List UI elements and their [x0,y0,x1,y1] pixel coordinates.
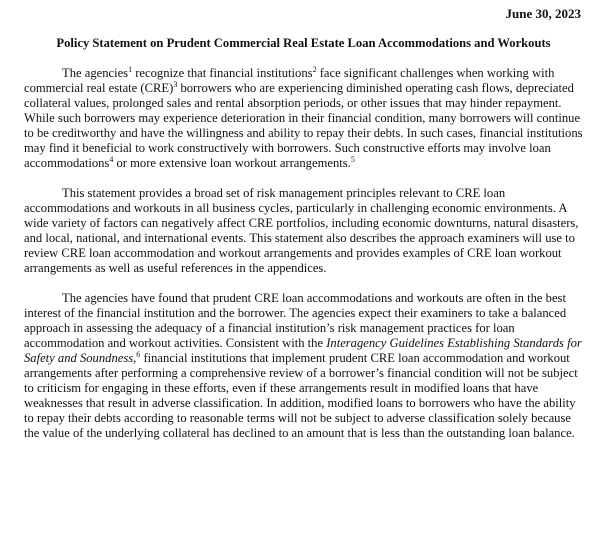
paragraph-text: financial institutions that implement prudent CRE loan accommodation and workout arrangements after performing a comprehensive review of a borrower’s financial condition will not be subject to criticism for engaging in these efforts, even if these arrangements result in modified loans that have weaknesses that result in adverse classification. In addition, modified loans to borrowers who have the ability to repay their debts according to reasonable terms will not be subject to adverse classification solely because the value of the underlying collateral has declined to an amount that is less than the outstanding loan balance. [24,351,578,440]
footnote-ref-3[interactable]: 3 [173,79,178,89]
document-date: June 30, 2023 [505,6,581,21]
paragraph-text: , [133,351,137,365]
paragraph-text: borrowers who are experiencing diminished operating cash flows, depreciated collateral values, prolonged sales and rental absorption periods, or other issues that may hinder repayment. While such borrowers may experience deterioration in their financial condition, many borrowers will continue to be creditworthy and have the willingness and ability to repay their debts. In such cases, financial institutions may find it beneficial to work constructively with borrowers. Such constructive efforts may involve loan accommodations [24,81,583,170]
paragraph-scope: This statement provides a broad set of risk management principles relevant to CRE loan accommodations and workouts in all business cycles, particularly in challenging economic environments. A wide variety of factors can negatively affect CRE portfolios, including economic downturns, natural disasters, and local, national, and international events. This statement also describes the approach examiners will use to review CRE loan accommodation and workout arrangements and provides examples of CRE loan workout arrangements as well as useful references in the appendices. [24,186,579,275]
footnote-ref-2[interactable]: 2 [312,64,317,74]
paragraph-text: The agencies have found that prudent CRE loan accommodations and workouts are often in the best interest of the financial institution and the borrower. The agencies expect their examiners to take a balanced approach in assessing the adequacy of a financial institution’s risk management practices for loan accommodation and workout activities. Consistent with the [24,291,567,350]
paragraph-text: or more extensive loan workout arrangements. [113,156,351,170]
paragraph-text: face significant challenges when working with commercial real estate (CRE) [24,66,555,95]
paragraph-text: The agencies [62,66,129,80]
footnote-ref-4[interactable]: 4 [109,154,114,164]
footnote-ref-5[interactable]: 5 [350,154,355,164]
guidelines-title: Interagency Guidelines Establishing Standards for Safety and Soundness [24,336,582,365]
footnote-ref-1[interactable]: 1 [128,64,133,74]
paragraph-text: recognize that financial institutions [132,66,313,80]
paragraph-examiner-approach [24,291,583,441]
document-title: Policy Statement on Prudent Commercial Real Estate Loan Accommodations and Workouts [56,36,551,50]
footnote-ref-6[interactable]: 6 [136,349,141,359]
paragraph-intro [24,66,583,171]
